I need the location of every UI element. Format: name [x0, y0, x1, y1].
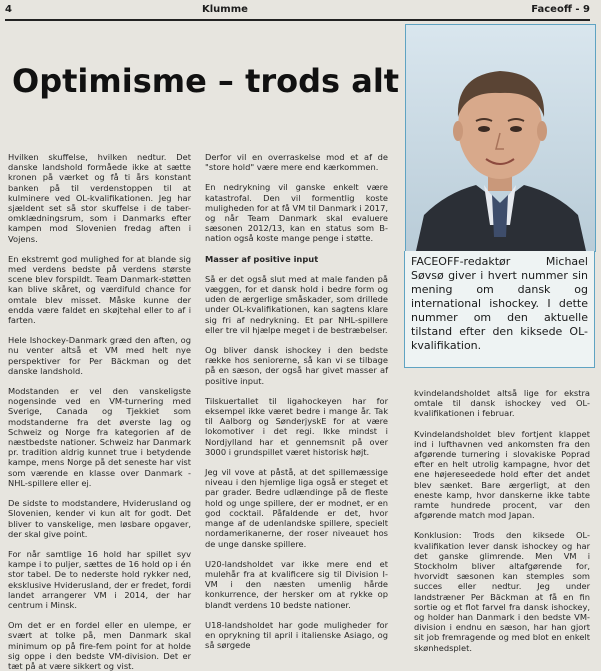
photo-caption — [404, 251, 595, 368]
paragraph: Så er det også slut med at male fanden på væggen, for et dansk hold i bedre form og uden de ærgerlige småskader, som drillede under OL-kvalifikationen, kan sagtens klare sig fri af nedrykning. Et par NHL-spillere eller tre vil hjælpe meget i de bestræbelser. — [205, 273, 388, 335]
header-rule — [5, 19, 590, 21]
column-1 — [8, 152, 191, 671]
section-name: Klumme — [202, 4, 248, 15]
paragraph: kvindelandsholdet altså lige for ekstra omtale til dansk ishockey ved OL-kvalifikationen i februar. — [414, 388, 590, 419]
paragraph: Tilskuertallet til ligahockeyen har for eksempel ikke været bedre i mange år. Tak til Aalborg og SønderjyskE for at være lokomotiver i det regi. Ikke mindst i Nordjylland har et gennemsnit på over 3000 i grundspillet været historisk højt. — [205, 395, 388, 457]
paragraph: Jeg vil vove at påstå, at det spillemæssige niveau i den hjemlige liga også er steget et par grader. Bedre udlændinge på de fleste hold og unge spillere, der er modnet, er en god cocktail. Påfaldende er det, hvor mange af de udenlandske spillere, specielt nordamerikanerne, der roser niveauet hos de unge danske spillere. — [205, 467, 388, 549]
portrait-illustration — [406, 25, 595, 251]
paragraph: Og bliver dansk ishockey i den bedste række hos seniorerne, så kan vi se tilbage på en sæson, der også har givet masser af positive input. — [205, 345, 388, 386]
subheading: Masser af positive input — [205, 253, 319, 264]
page-number: 4 — [5, 4, 12, 15]
paragraph: U18-landsholdet har gode muligheder for en oprykning til april i italienske Asiago, og så sørgede — [205, 619, 388, 651]
issue-label: Faceoff - 9 — [531, 4, 590, 15]
column-3 — [414, 388, 590, 653]
paragraph: Modstanden er vel den vanskeligste nogensinde ved en VM-turnering med Sverige, Canada og Tjekkiet som modstanderne fra det øverste lag og Schweiz og Norge fra kategorien af de næstbedste nationer. Schweiz har Danmark pr. tradition aldrig kunnet true i betydende kampe, mens Norge på det seneste har vist som værende en klasse over Danmark - NHL-spillere eller ej. — [8, 386, 191, 488]
paragraph: Kvindelandsholdet blev fortjent klappet ind i lufthavnen ved ankomsten fra den afgørende turnering i slovakiske Poprad efter en helt utrolig kampagne, hvor det ene højereseedede hold efter det andet blev sænket. Bare ærgerligt, at den eneste kamp, hvor danskerne ikke tabte ramte hundrede procent, var den afgørende match mod Japan. — [414, 428, 590, 521]
page-header — [5, 4, 590, 18]
paragraph: Hvilken skuffelse, hvilken nedtur. Det danske landshold formåede ikke at sætte kronen på værket og få ti års konstant banken på til verdenstoppen til at kulminere ved OL-kvalifikationen. Jeg har sjældent set så stor skuffelse i de taber-omklædningsrum, som i Danmarks efter kampen mod Slovenien fredag aften i Vojens. — [8, 152, 191, 244]
paragraph: De sidste to modstandere, Hviderusland og Slovenien, kender vi kun alt for godt. Det bliver to vanskelige, men løsbare opgaver, der skal give point. — [8, 498, 191, 539]
paragraph: En nedrykning vil ganske enkelt være katastrofal. Den vil formentlig koste muligheden for at få VM til Danmark i 2017, og når Team Danmark skal evaluere sæsonen 2012/13, kan en status som B-nation også koste mange penge i støtte. — [205, 182, 388, 244]
author-photo — [405, 24, 596, 252]
headline: Optimisme – trods alt — [12, 62, 400, 100]
paragraph: Hele Ishockey-Danmark græd den aften, og nu venter altså et VM med helt nye perspektiver for Per Bäckman og det danske landshold. — [8, 335, 191, 376]
paragraph: En ekstremt god mulighed for at blande sig med verdens bedste på verdens største scene blev forspildt. Team Danmark-støtten kan blive skåret, og værdifuld chance for omtale blev misset. Måske kunne der endda være faldet en skøjtehal eller to af i farten. — [8, 253, 191, 326]
column-2 — [205, 152, 388, 651]
caption-text: FACEOFF-redaktør Michael Søvsø giver i hvert nummer sin mening om dansk og international ishockey. I dette nummer om den aktuelle tilstand efter den kiksede OL-kvalifikation. — [411, 255, 588, 352]
paragraph: Om det er en fordel eller en ulempe, er svært at tolke på, men Danmark skal minimum op på fire-fem point for at holde sig oppe i den bedste VM-division. Det er tæt på at være sikkert og vist. — [8, 620, 191, 671]
paragraph: For når samtlige 16 hold har spillet syv kampe i to puljer, sættes de 16 hold op i én stor tabel. De to nederste hold rykker ned, eksklusive Hviderusland, der er fredet, fordi landet arrangerer VM i 2014, der har centrum i Minsk. — [8, 548, 191, 610]
paragraph: Derfor vil en overraskelse mod et af de "store hold" være mere end kærkommen. — [205, 152, 388, 173]
paragraph: U20-landsholdet var ikke mere end et mulehår fra at kvalificere sig til Division I-VM i den næsten umenlig hårde konkurrence, der hersker om at rykke op blandt verdens 10 bedste nationer. — [205, 558, 388, 610]
paragraph: Konklusion: Trods den kiksede OL-kvalifikation lever dansk ishockey og har det ganske glimrende. Men VM i Stockholm bliver altafgørende for, hvorvidt sæsonen kan stemples som succes eller nedtur. Jeg under landstræner Per Bäckman at få en fin sortie og et flot farvel fra dansk ishockey, og holder han Danmark i den bedste VM-division i endnu en sæson, har han gjort sit job fremragende og med blot en enkelt skønhedsplet. — [414, 530, 590, 653]
